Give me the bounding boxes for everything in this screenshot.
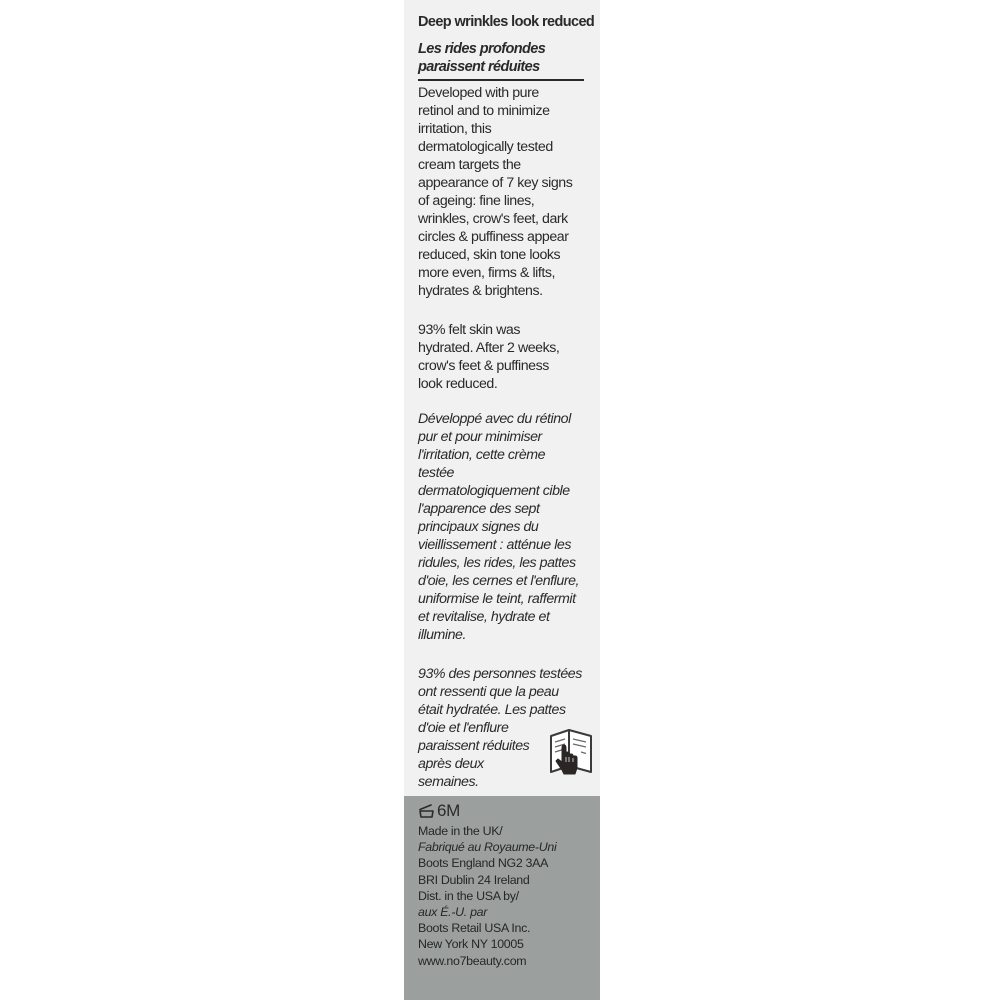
text-line: wrinkles, crow's feet, dark bbox=[418, 211, 568, 227]
text-line: look reduced. bbox=[418, 376, 498, 392]
text-line: dermatologically tested bbox=[418, 139, 553, 155]
description-french bbox=[418, 410, 590, 644]
footer-line: Boots England NG2 3AA bbox=[418, 856, 549, 871]
period-after-opening bbox=[418, 800, 460, 822]
claim-english bbox=[418, 321, 590, 393]
text-line: paraissent réduites bbox=[418, 738, 530, 754]
footer-line: Dist. in the USA by/ bbox=[418, 888, 519, 903]
text-line: illumine. bbox=[418, 627, 466, 643]
text-line: more even, firms & lifts, bbox=[418, 265, 555, 281]
text-line: ont ressenti que la peau bbox=[418, 684, 559, 700]
heading-french-line: Les rides profondes bbox=[418, 41, 546, 57]
footer-line: Boots Retail USA Inc. bbox=[418, 921, 531, 936]
text-line: circles & puffiness appear bbox=[418, 229, 569, 245]
description-english bbox=[418, 84, 590, 300]
footer-line: aux É.-U. par bbox=[418, 905, 488, 920]
footer-info-band bbox=[404, 796, 600, 1000]
text-line: pur et pour minimiser bbox=[418, 429, 542, 445]
text-line: appearance of 7 key signs bbox=[418, 175, 573, 191]
text-line: principaux signes du bbox=[418, 519, 539, 535]
text-line: était hydratée. Les pattes bbox=[418, 702, 566, 718]
heading-french bbox=[418, 40, 590, 76]
text-line: Développé avec du rétinol bbox=[418, 411, 571, 427]
footer-line: Made in the UK/ bbox=[418, 824, 503, 838]
product-box-side-panel bbox=[404, 0, 600, 1000]
heading-english: Deep wrinkles look reduced bbox=[418, 14, 595, 30]
text-line: retinol and to minimize bbox=[418, 103, 550, 119]
text-line: après deux bbox=[418, 756, 484, 772]
text-line: 93% des personnes testées bbox=[418, 666, 582, 682]
text-line: l'irritation, cette crème bbox=[418, 447, 546, 463]
text-line: ridules, les rides, les pattes bbox=[418, 555, 576, 571]
manufacturer-details bbox=[418, 823, 594, 969]
text-line: semaines. bbox=[418, 774, 479, 790]
text-line: cream targets the bbox=[418, 157, 521, 173]
text-line: d'oie, les cernes et l'enflure, bbox=[418, 573, 580, 589]
open-jar-icon bbox=[418, 804, 435, 818]
heading-french-line: paraissent réduites bbox=[418, 59, 540, 75]
text-line: vieillissement : atténue les bbox=[418, 537, 572, 553]
footer-line: BRI Dublin 24 Ireland bbox=[418, 872, 530, 887]
website-link: www.no7beauty.com bbox=[418, 953, 527, 968]
text-line: hydrates & brightens. bbox=[418, 283, 543, 299]
text-line: hydrated. After 2 weeks, bbox=[418, 340, 560, 356]
text-line: testée bbox=[418, 465, 454, 481]
read-leaflet-hand-icon bbox=[548, 726, 594, 776]
text-line: crow's feet & puffiness bbox=[418, 358, 549, 374]
text-line: Developed with pure bbox=[418, 85, 539, 101]
text-line: of ageing: fine lines, bbox=[418, 193, 535, 209]
heading-divider bbox=[418, 79, 584, 81]
text-line: d'oie et l'enflure bbox=[418, 720, 509, 736]
footer-line: Fabriqué au Royaume-Uni bbox=[418, 840, 557, 855]
text-line: irritation, this bbox=[418, 121, 492, 137]
text-line: 93% felt skin was bbox=[418, 322, 520, 338]
text-line: l'apparence des sept bbox=[418, 501, 540, 517]
text-line: reduced, skin tone looks bbox=[418, 247, 561, 263]
text-line: dermatologiquement cible bbox=[418, 483, 570, 499]
text-line: uniformise le teint, raffermit bbox=[418, 591, 576, 607]
text-line: et revitalise, hydrate et bbox=[418, 609, 550, 625]
footer-line: New York NY 10005 bbox=[418, 937, 524, 952]
pao-label: 6M bbox=[437, 801, 461, 820]
